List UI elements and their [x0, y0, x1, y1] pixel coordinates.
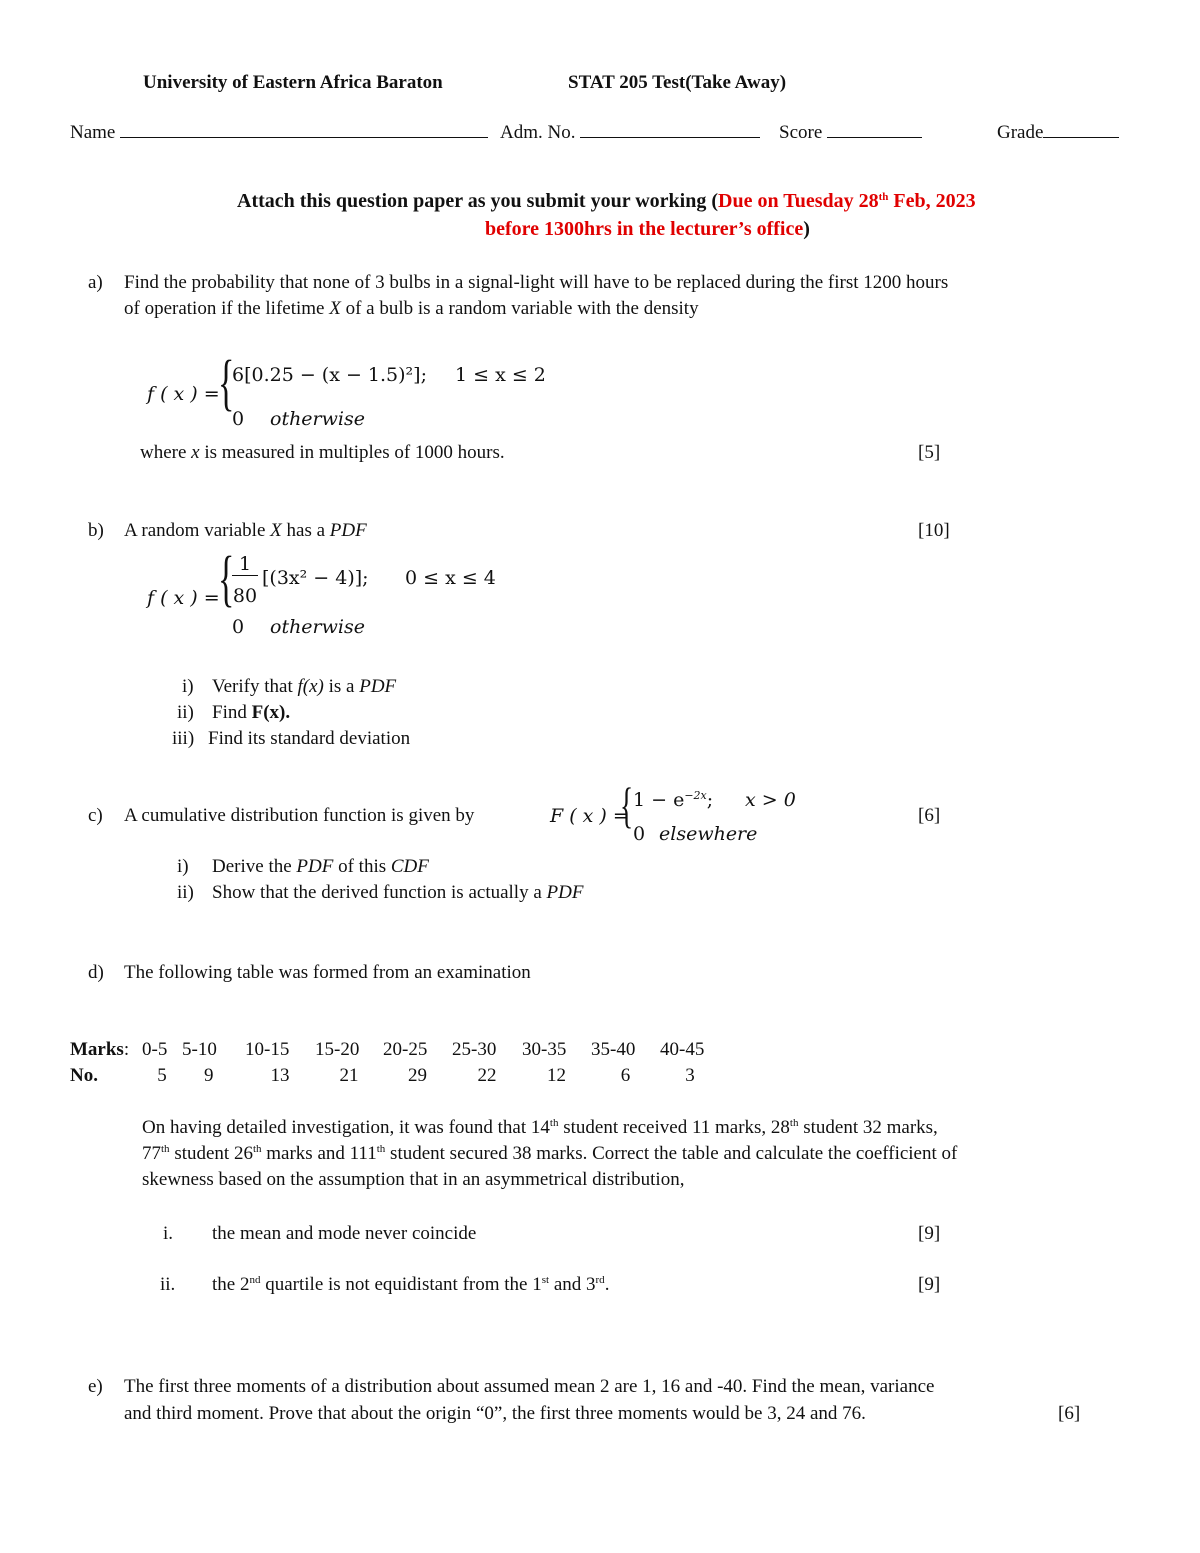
- q-d-sub-ii: the 2nd quartile is not equidistant from the 1st and 3rd.: [212, 1274, 610, 1295]
- q-b-text: A random variable X has a PDF: [124, 520, 367, 541]
- due-location: before 1300hrs in the lecturer’s office: [485, 218, 804, 240]
- interval-cell: 10-15: [245, 1039, 290, 1060]
- q-d-sub-i-label: i.: [163, 1223, 174, 1244]
- q-a-label: a): [88, 272, 103, 293]
- q-d-text: The following table was formed from an examination: [124, 962, 531, 983]
- name-blank[interactable]: [120, 123, 488, 138]
- name-field[interactable]: [70, 122, 488, 144]
- q-d-para-line2: 77th student 26th marks and 111th student secured 38 marks. Correct the table and calculate the coefficient of: [142, 1143, 958, 1164]
- q-e-line1: The first three moments of a distribution about assumed mean 2 are 1, 16 and -40. Find the mean, variance: [124, 1376, 935, 1397]
- score-label: Score: [779, 122, 823, 143]
- q-c-sub-ii: Show that the derived function is actually a PDF: [212, 882, 584, 903]
- q-b-sub-iii: Find its standard deviation: [208, 728, 411, 749]
- adm-blank[interactable]: [580, 123, 760, 138]
- score-blank[interactable]: [827, 123, 922, 138]
- q-c-sub-i-label: i): [177, 856, 189, 877]
- due-date: Due on Tuesday 28th Feb, 2023: [718, 190, 976, 212]
- interval-cell: 25-30: [452, 1039, 497, 1060]
- q-b-brace: {: [218, 545, 235, 613]
- q-c-marks: [6]: [918, 805, 941, 826]
- q-e-line2: and third moment. Prove that about the origin “0”, the first three moments would be 3, 24 and 76.: [124, 1403, 866, 1424]
- q-c-Fx: F ( x ) =: [550, 805, 629, 827]
- interval-cell: 20-25: [383, 1039, 428, 1060]
- count-cell: 3: [685, 1065, 695, 1086]
- q-a-line2: of operation if the lifetime X of a bulb is a random variable with the density: [124, 298, 699, 319]
- adm-field[interactable]: [500, 122, 760, 144]
- q-b-case2: 0: [232, 616, 245, 638]
- interval-cell: 35-40: [591, 1039, 636, 1060]
- score-field[interactable]: [779, 122, 922, 144]
- q-a-marks: [5]: [918, 442, 941, 463]
- q-b-sub-ii: Find F(x).: [212, 702, 291, 723]
- interval-cell: 5-10: [182, 1039, 217, 1060]
- q-e-label: e): [88, 1376, 103, 1397]
- grade-label: Grade: [997, 122, 1044, 143]
- q-b-sub-i: Verify that f(x) is a PDF: [212, 676, 397, 697]
- q-d-para-line1: On having detailed investigation, it was found that 14th student received 11 marks, 28th student 32 marks,: [142, 1117, 938, 1138]
- q-a-case1: 6[0.25 − (x − 1.5)²];: [232, 364, 427, 386]
- interval-cell: 0-5: [142, 1039, 168, 1060]
- q-b-sub-i-label: i): [182, 676, 194, 697]
- marks-table: [70, 1037, 720, 1089]
- count-cell: 29: [408, 1065, 427, 1086]
- test-title: STAT 205 Test(Take Away): [568, 72, 787, 93]
- q-a-line1: Find the probability that none of 3 bulbs in a signal-light will have to be replaced during the first 1200 hours: [124, 272, 949, 293]
- grade-field[interactable]: [997, 122, 1119, 144]
- q-d-sub-ii-marks: [9]: [918, 1274, 941, 1295]
- count-cell: 9: [204, 1065, 214, 1086]
- frequency-table: [70, 1037, 720, 1089]
- interval-cell: 15-20: [315, 1039, 360, 1060]
- q-b-label: b): [88, 520, 104, 541]
- q-b-case1: [(3x² − 4)];: [262, 567, 369, 589]
- q-b-frac-den: 80: [232, 585, 258, 607]
- instruction-text: Attach this question paper as you submit your working (: [237, 190, 719, 212]
- q-c-case1-range: x > 0: [745, 789, 796, 811]
- q-b-fx: f ( x ) =: [147, 587, 220, 609]
- q-c-text: A cumulative distribution function is given by: [124, 805, 475, 826]
- q-a-fx: f ( x ) =: [147, 383, 220, 405]
- interval-cell: 40-45: [660, 1039, 705, 1060]
- q-b-frac-num: 1: [232, 553, 258, 576]
- q-d-sub-ii-label: ii.: [160, 1274, 176, 1295]
- q-b-sub-ii-label: ii): [177, 702, 194, 723]
- q-a-brace: {: [218, 349, 235, 417]
- q-a-case2-word: otherwise: [270, 408, 365, 430]
- q-d-label: d): [88, 962, 104, 983]
- name-label: Name: [70, 122, 116, 143]
- adm-label: Adm. No.: [500, 122, 576, 143]
- q-b-case1-range: 0 ≤ x ≤ 4: [405, 567, 496, 589]
- marks-header: Marks:: [70, 1039, 130, 1060]
- q-d-sub-i-marks: [9]: [918, 1223, 941, 1244]
- instruction-line1: [237, 190, 976, 213]
- q-a-case1-range: 1 ≤ x ≤ 2: [455, 364, 546, 386]
- q-b-case2-word: otherwise: [270, 616, 365, 638]
- count-cell: 21: [339, 1065, 359, 1086]
- grade-blank[interactable]: [1043, 123, 1119, 138]
- q-d-sub-i: the mean and mode never coincide: [212, 1223, 477, 1244]
- count-cell: 22: [477, 1065, 497, 1086]
- q-a-where: where x is measured in multiples of 1000 hours.: [140, 442, 505, 463]
- q-c-label: c): [88, 805, 103, 826]
- interval-cell: 30-35: [522, 1039, 567, 1060]
- marks-row: [70, 1037, 720, 1063]
- instruction-line2: before 1300hrs in the lecturer’s office): [485, 218, 810, 240]
- count-cell: 6: [620, 1065, 631, 1086]
- q-b-marks: [10]: [918, 520, 950, 541]
- q-b-sub-iii-label: iii): [172, 728, 195, 749]
- count-cell: 12: [547, 1065, 566, 1086]
- q-c-sub-i: Derive the PDF of this CDF: [212, 856, 429, 877]
- q-c-case2: 0: [633, 823, 646, 845]
- count-row: [70, 1063, 720, 1089]
- q-d-para-line3: skewness based on the assumption that in an asymmetrical distribution,: [142, 1169, 685, 1190]
- no-header: No.: [70, 1065, 98, 1086]
- count-cell: 5: [157, 1065, 167, 1086]
- q-c-sub-ii-label: ii): [177, 882, 194, 903]
- count-cell: 13: [270, 1065, 290, 1086]
- university-name: University of Eastern Africa Baraton: [143, 72, 443, 93]
- q-c-case1: $1 - e^{-2x}$;: [633, 789, 714, 811]
- q-a-case2: 0: [232, 408, 245, 430]
- q-e-marks: [6]: [1058, 1403, 1081, 1424]
- q-c-brace: {: [620, 777, 634, 833]
- q-c-case2-word: elsewhere: [659, 823, 758, 845]
